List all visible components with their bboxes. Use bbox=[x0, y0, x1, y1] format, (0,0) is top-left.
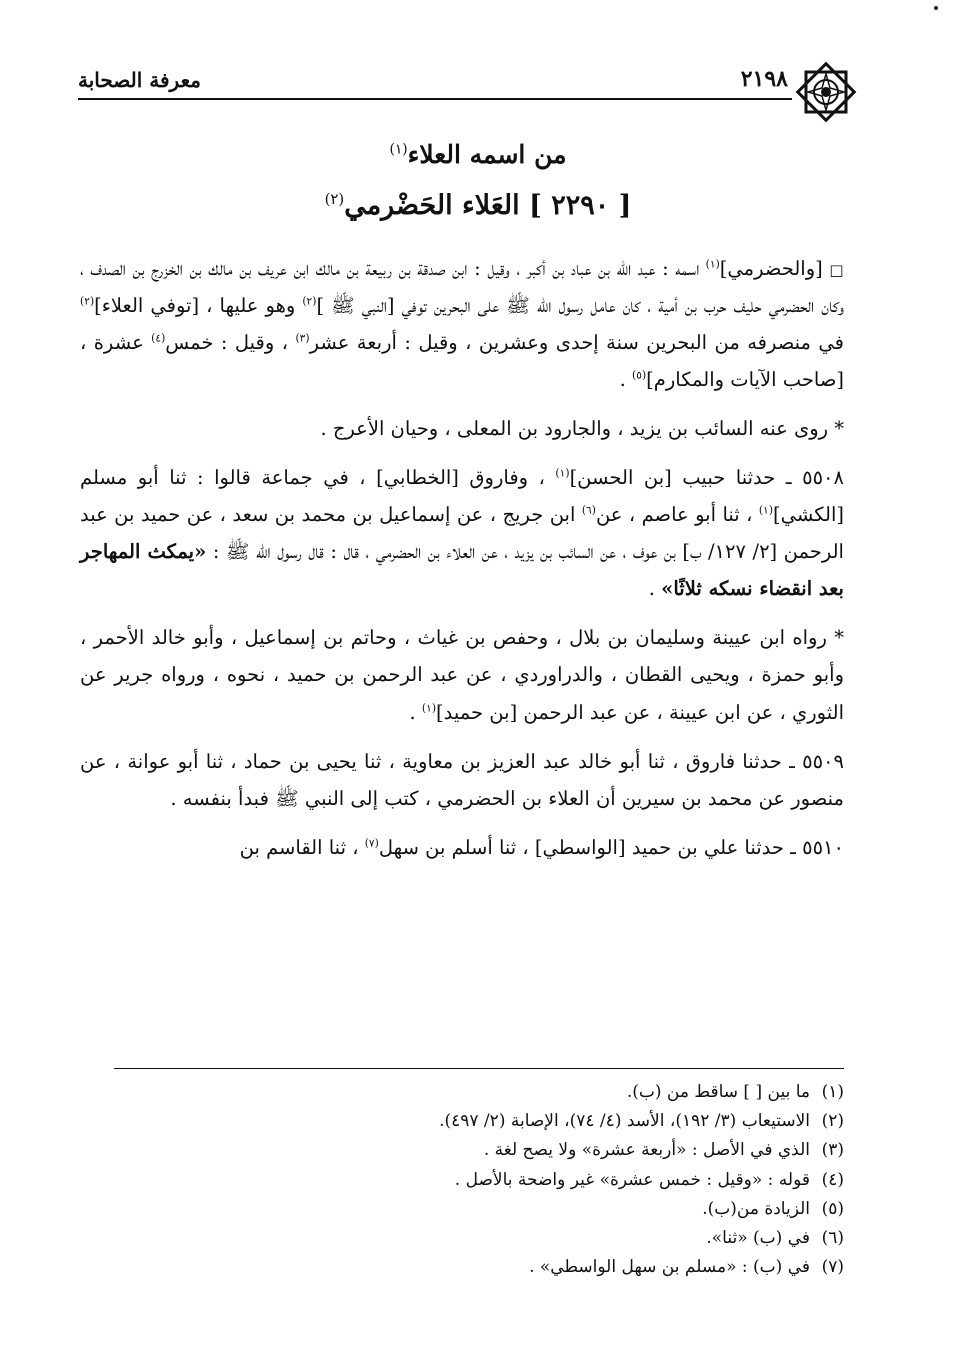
text-run: ٥٥٠٨ ـ حدثنا حبيب [بن الحسن] bbox=[569, 466, 844, 490]
footnote-text: الذي في الأصل : «أربعة عشرة» ولا يصح لغة . bbox=[483, 1140, 810, 1161]
footnote-item bbox=[114, 1078, 844, 1107]
text-run: عشرة ، [صاحب الآيات والمكارم] bbox=[80, 331, 844, 392]
header-rule bbox=[78, 98, 792, 100]
text-run: ، ثنا أبو عاصم ، عن bbox=[595, 503, 759, 527]
main-text bbox=[80, 250, 844, 878]
footnote-text: ما بين [ ] ساقط من (ب). bbox=[626, 1082, 810, 1102]
footnote-number: (٢) bbox=[821, 1111, 844, 1132]
footnote-ref: (٧) bbox=[364, 836, 379, 850]
paragraph-biography bbox=[80, 250, 844, 398]
section-title-text: من اسمه العلاء bbox=[407, 140, 567, 169]
footnote-ref: (٥) bbox=[632, 368, 647, 382]
footnote-number: (٦) bbox=[821, 1228, 844, 1249]
paragraph-chains bbox=[80, 619, 844, 730]
entry-number: [ ٢٢٩٠ ] bbox=[529, 190, 632, 221]
footnote-ref: (٢) bbox=[324, 190, 345, 208]
text-run: في منصرفه من البحرين سنة إحدى وعشرين ، وقيل : أربعة عشر bbox=[309, 331, 845, 355]
text-run: . bbox=[619, 368, 633, 392]
page-number: ٢١٩٨ bbox=[740, 66, 788, 92]
footnote-number: (٥) bbox=[821, 1198, 844, 1219]
footnote-rule bbox=[114, 1068, 844, 1069]
footnote-text: قوله : «وقيل : خمس عشرة» غير واضحة بالأصل . bbox=[454, 1169, 810, 1190]
paragraph-hadith-5508 bbox=[80, 459, 844, 607]
text-run: وهو عليها ، [توفي العلاء] bbox=[94, 294, 303, 318]
footnote-ref: (٢) bbox=[302, 294, 317, 308]
text-run: . bbox=[648, 577, 662, 601]
footnote-item bbox=[114, 1253, 844, 1282]
paragraph-narrators: * روى عنه السائب بن يزيد ، والجارود بن المعلى ، وحيان الأعرج . bbox=[320, 417, 844, 441]
section-title bbox=[0, 140, 956, 169]
footnote-text: الاستيعاب (٣/ ١٩٢)، الأسد (٤/ ٧٤)، الإصابة (٢/ ٤٩٧). bbox=[439, 1111, 810, 1132]
footnote-number: (٣) bbox=[821, 1140, 844, 1161]
footnote-ref: (٢) bbox=[80, 294, 95, 308]
footnote-number: (٤) bbox=[821, 1169, 844, 1190]
text-run: ، وفاروق [الخطابي] ، في جماعة قالوا : ثنا أبو مسلم [الكشي] bbox=[80, 466, 844, 527]
footnote-text: في (ب) «ثنا». bbox=[706, 1228, 810, 1249]
footnote-ref: (٦) bbox=[581, 503, 596, 517]
footnote-item bbox=[114, 1107, 844, 1136]
footnote-item bbox=[114, 1166, 844, 1195]
text-run: * رواه ابن عيينة وسليمان بن بلال ، وحفص بن غياث ، وحاتم بن إسماعيل ، وأبو خالد الأحمر ، وأبو حمزة ، ويحيى القطان ، والدراوردي ، عن عبد الرحمن بن حميد ، نحوه ، ورواه جرير عن الثوري ، عن ابن عيينة ، عن عبد الرحمن [بن حميد] bbox=[80, 626, 844, 724]
text-run: ٥٥١٠ ـ حدثنا علي بن حميد [الواسطي] ، ثنا أسلم بن سهل bbox=[378, 835, 844, 859]
hadith-text: «يمكث المهاجر بعد انقضاء نسكه ثلاثًا» bbox=[80, 540, 844, 601]
footnote-item bbox=[114, 1224, 844, 1253]
page-speck bbox=[934, 6, 938, 10]
text-run: اسمه : عبد الله بن عباد بن أكبر ، وقيل : ابن صدقة بن ربيعة بن مالك ابن عريف بن مالك بن الخزرج بن الصدف ، وكان الحضرمي حليف حرب بن أمية ، كان عامل رسول الله ﷺ على البحرين توفي [النبي ﷺ ] bbox=[80, 257, 844, 318]
text-run: [والحضرمي] bbox=[719, 257, 823, 280]
book-title: معرفة الصحابة bbox=[78, 68, 201, 92]
entry-title bbox=[0, 190, 956, 221]
footnote-ref: (٣) bbox=[295, 331, 310, 345]
paragraph-hadith-5509: ٥٥٠٩ ـ حدثنا فاروق ، ثنا أبو خالد عبد العزيز بن معاوية ، ثنا يحيى بن حماد ، ثنا أبو عوانة ، عن منصور عن محمد بن سيرين أن العلاء بن الحضرمي ، كتب إلى النبي ﷺ فبدأ بنفسه . bbox=[80, 749, 844, 810]
footnote-ref: (١) bbox=[705, 257, 720, 271]
footnotes bbox=[114, 1078, 844, 1283]
footnote-ref: (١) bbox=[421, 701, 437, 715]
footnote-item bbox=[114, 1195, 844, 1224]
text-run: . bbox=[409, 700, 422, 724]
paragraph-hadith-5510 bbox=[80, 829, 844, 866]
footnote-number: (٧) bbox=[821, 1257, 844, 1278]
footnote-ref: (١) bbox=[389, 141, 408, 158]
footnote-text: الزيادة من(ب). bbox=[702, 1198, 810, 1219]
footnote-ref: (١) bbox=[555, 466, 570, 480]
footnote-ref: (١) bbox=[758, 503, 773, 517]
text-run: ، وقيل : خمس bbox=[165, 331, 296, 355]
footnote-number: (١) bbox=[821, 1082, 844, 1102]
square-marker-icon: □ bbox=[829, 261, 844, 279]
star-ornament-icon bbox=[794, 60, 858, 124]
entry-name: العَلاء الحَضْرمي bbox=[344, 190, 520, 221]
footnote-ref: (٤) bbox=[151, 331, 166, 345]
footnote-text: في (ب) : «مسلم بن سهل الواسطي» . bbox=[529, 1257, 810, 1278]
page-header bbox=[78, 60, 858, 120]
text-run: ، ثنا القاسم بن bbox=[239, 835, 365, 859]
text-run: ابن جريج ، عن إسماعيل بن محمد بن سعد ، عن حميد بن عبد الرحمن [٢/ ١٢٧/ ب] بن عوف ، عن السائب بن يزيد ، عن العلاء بن الحضرمي ، قال : قال رسول الله ﷺ : bbox=[80, 503, 844, 564]
footnote-item bbox=[114, 1136, 844, 1165]
